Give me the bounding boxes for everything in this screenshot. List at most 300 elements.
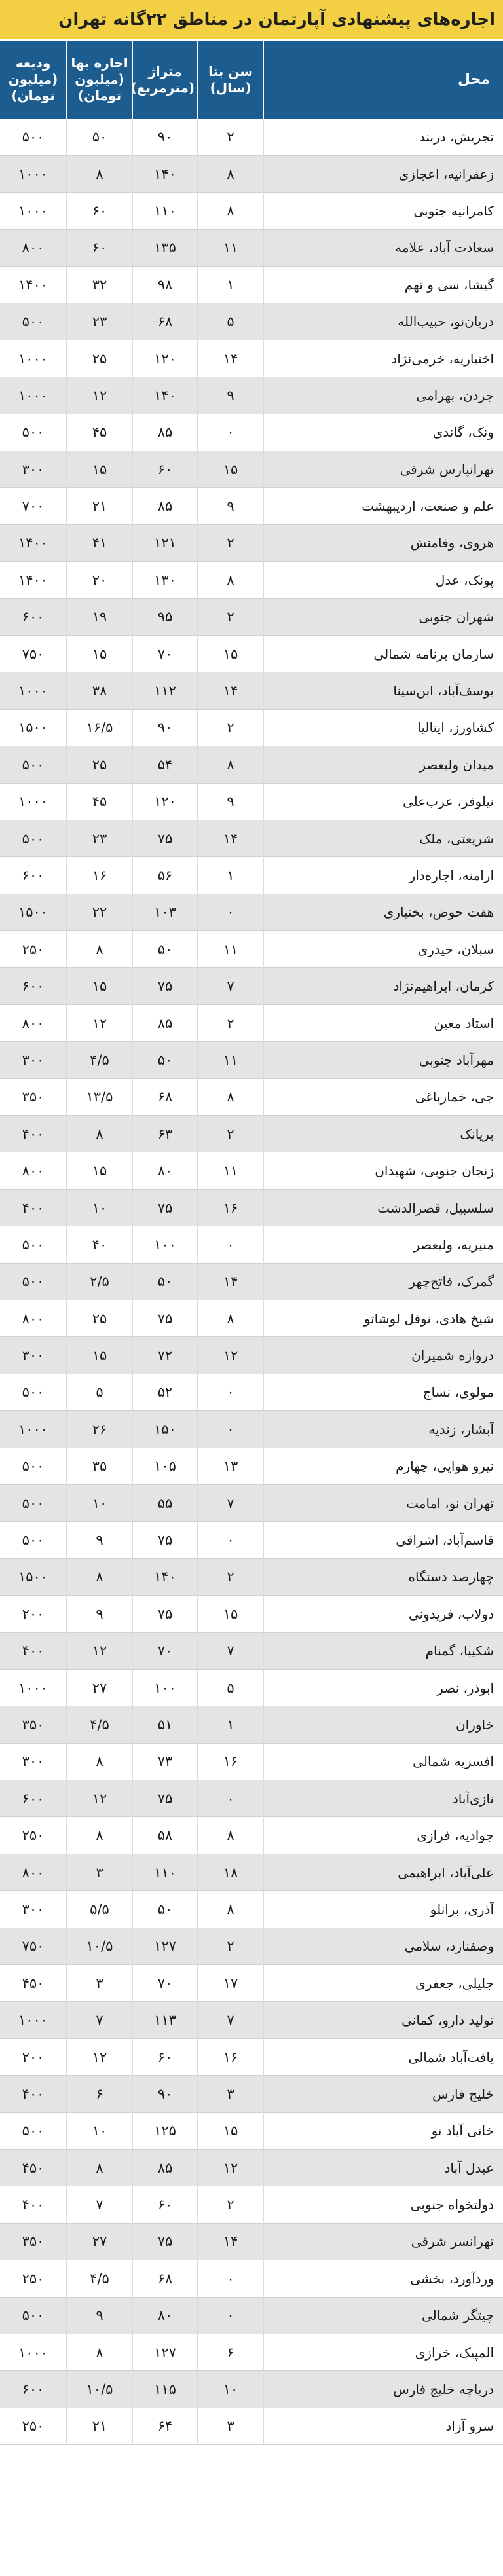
table-row <box>0 968 503 1004</box>
cell-deposit: ۱۵۰۰ <box>0 894 67 930</box>
cell-deposit: ۶۰۰ <box>0 968 67 1004</box>
cell-age: ۰ <box>198 2297 263 2334</box>
cell-deposit: ۶۰۰ <box>0 2371 67 2408</box>
table-row <box>0 2076 503 2112</box>
cell-age: ۰ <box>198 2260 263 2297</box>
cell-area: جی، خمارباغی <box>263 1078 503 1115</box>
cell-area: دروازه شمیران <box>263 1337 503 1374</box>
cell-size: ۶۸ <box>132 303 198 340</box>
table-row <box>0 488 503 524</box>
header-size-label: متراژ (مترمربع) <box>130 63 195 96</box>
cell-area: سلسبیل، قصرالدشت <box>263 1189 503 1226</box>
cell-deposit: ۸۰۰ <box>0 1300 67 1337</box>
cell-rent: ۳ <box>67 1854 132 1890</box>
table-row <box>0 1743 503 1780</box>
table-row <box>0 2002 503 2038</box>
cell-deposit: ۳۰۰ <box>0 1891 67 1928</box>
cell-rent: ۱۰/۵ <box>67 1928 132 1964</box>
cell-rent: ۴۰ <box>67 1226 132 1263</box>
table-row <box>0 1817 503 1854</box>
cell-age: ۹ <box>198 783 263 820</box>
cell-rent: ۱۰ <box>67 1189 132 1226</box>
cell-deposit: ۱۴۰۰ <box>0 267 67 303</box>
cell-age: ۰ <box>198 1411 263 1448</box>
cell-rent: ۵/۵ <box>67 1891 132 1928</box>
header-rent <box>67 41 132 119</box>
cell-deposit: ۴۰۰ <box>0 2076 67 2112</box>
cell-deposit: ۱۰۰۰ <box>0 155 67 192</box>
table-row <box>0 155 503 192</box>
cell-area: کامرانیه جنوبی <box>263 193 503 229</box>
cell-age: ۷ <box>198 2002 263 2038</box>
cell-size: ۱۵۰ <box>132 1411 198 1448</box>
cell-size: ۱۱۵ <box>132 2371 198 2408</box>
cell-area: دریان‌نو، حبیب‌الله <box>263 303 503 340</box>
cell-age: ۵ <box>198 1669 263 1706</box>
cell-rent: ۱۵ <box>67 1152 132 1189</box>
cell-age: ۸ <box>198 155 263 192</box>
cell-size: ۹۰ <box>132 709 198 746</box>
cell-rent: ۲۰ <box>67 562 132 598</box>
title-bar <box>0 0 503 41</box>
cell-rent: ۴۵ <box>67 414 132 451</box>
cell-age: ۹ <box>198 488 263 524</box>
cell-rent: ۹ <box>67 2297 132 2334</box>
cell-rent: ۵۰ <box>67 119 132 155</box>
cell-size: ۱۰۰ <box>132 1669 198 1706</box>
table-row <box>0 2149 503 2186</box>
cell-size: ۷۵ <box>132 1522 198 1558</box>
table-row <box>0 1596 503 1632</box>
cell-deposit: ۵۰۰ <box>0 1484 67 1521</box>
cell-size: ۶۸ <box>132 2260 198 2297</box>
cell-age: ۱۷ <box>198 1965 263 2002</box>
cell-deposit: ۳۵۰ <box>0 1706 67 1743</box>
cell-age: ۰ <box>198 894 263 930</box>
cell-age: ۱۴ <box>198 672 263 709</box>
cell-size: ۷۳ <box>132 1743 198 1780</box>
cell-age: ۸ <box>198 193 263 229</box>
cell-deposit: ۳۰۰ <box>0 1042 67 1078</box>
cell-age: ۸ <box>198 1300 263 1337</box>
table-row <box>0 229 503 266</box>
cell-age: ۸ <box>198 1817 263 1854</box>
header-age-label: سن بنا (سال) <box>208 63 253 96</box>
cell-size: ۷۵ <box>132 2223 198 2260</box>
table-row <box>0 2297 503 2334</box>
cell-area: وردآورد، بخشی <box>263 2260 503 2297</box>
cell-deposit: ۲۵۰ <box>0 2408 67 2444</box>
cell-rent: ۸ <box>67 155 132 192</box>
cell-age: ۲ <box>198 1558 263 1595</box>
cell-rent: ۸ <box>67 1743 132 1780</box>
cell-deposit: ۷۰۰ <box>0 488 67 524</box>
cell-age: ۰ <box>198 414 263 451</box>
cell-rent: ۸ <box>67 2334 132 2370</box>
cell-size: ۷۰ <box>132 635 198 672</box>
cell-age: ۲ <box>198 524 263 561</box>
cell-deposit: ۵۰۰ <box>0 746 67 783</box>
cell-age: ۲ <box>198 598 263 635</box>
cell-deposit: ۱۰۰۰ <box>0 1669 67 1706</box>
cell-area: ارامنه، اجاره‌دار <box>263 857 503 894</box>
cell-area: سبلان، حیدری <box>263 931 503 968</box>
cell-age: ۸ <box>198 1891 263 1928</box>
cell-age: ۷ <box>198 1632 263 1669</box>
cell-rent: ۲۵ <box>67 340 132 377</box>
cell-size: ۱۱۳ <box>132 2002 198 2038</box>
cell-size: ۹۰ <box>132 2076 198 2112</box>
cell-deposit: ۴۰۰ <box>0 1116 67 1152</box>
cell-age: ۱۴ <box>198 1263 263 1300</box>
cell-size: ۸۰ <box>132 1152 198 1189</box>
cell-area: مولوی، نساج <box>263 1374 503 1410</box>
cell-deposit: ۵۰۰ <box>0 1374 67 1410</box>
cell-rent: ۱۵ <box>67 968 132 1004</box>
cell-area: هفت حوض، بختیاری <box>263 894 503 930</box>
cell-deposit: ۶۰۰ <box>0 857 67 894</box>
cell-area: جلیلی، جعفری <box>263 1965 503 2002</box>
table-row <box>0 709 503 746</box>
cell-size: ۸۵ <box>132 1004 198 1041</box>
table-row <box>0 1706 503 1743</box>
cell-rent: ۸ <box>67 1558 132 1595</box>
cell-size: ۶۰ <box>132 451 198 488</box>
cell-deposit: ۱۵۰۰ <box>0 709 67 746</box>
cell-area: خانی آباد نو <box>263 2112 503 2149</box>
table-row <box>0 1042 503 1078</box>
cell-area: علم و صنعت، اردیبهشت <box>263 488 503 524</box>
cell-size: ۵۰ <box>132 1891 198 1928</box>
table-row <box>0 267 503 303</box>
cell-rent: ۲۶ <box>67 1411 132 1448</box>
cell-size: ۶۰ <box>132 2038 198 2075</box>
cell-rent: ۸ <box>67 1817 132 1854</box>
cell-age: ۱۳ <box>198 1448 263 1484</box>
cell-size: ۵۴ <box>132 746 198 783</box>
cell-size: ۵۵ <box>132 1484 198 1521</box>
table-row <box>0 1374 503 1410</box>
cell-area: خاوران <box>263 1706 503 1743</box>
cell-size: ۱۰۳ <box>132 894 198 930</box>
cell-deposit: ۱۰۰۰ <box>0 2002 67 2038</box>
cell-age: ۱۴ <box>198 820 263 856</box>
cell-age: ۱۲ <box>198 2149 263 2186</box>
cell-deposit: ۴۰۰ <box>0 1189 67 1226</box>
table-row <box>0 783 503 820</box>
cell-size: ۱۲۷ <box>132 2334 198 2370</box>
cell-size: ۵۰ <box>132 1042 198 1078</box>
cell-age: ۱۶ <box>198 1743 263 1780</box>
table-row <box>0 1226 503 1263</box>
cell-rent: ۲۵ <box>67 1300 132 1337</box>
page-title: اجاره‌های پیشنهادی آپارتمان در مناطق ۲۲گانه تهران <box>58 9 495 29</box>
cell-size: ۷۰ <box>132 1632 198 1669</box>
cell-rent: ۱۲ <box>67 1004 132 1041</box>
cell-area: علی‌آباد، ابراهیمی <box>263 1854 503 1890</box>
table-row <box>0 894 503 930</box>
cell-age: ۱۴ <box>198 2223 263 2260</box>
cell-age: ۱۵ <box>198 635 263 672</box>
cell-rent: ۳۸ <box>67 672 132 709</box>
cell-age: ۱۲ <box>198 1337 263 1374</box>
cell-rent: ۸ <box>67 931 132 968</box>
cell-rent: ۲۳ <box>67 303 132 340</box>
cell-size: ۶۰ <box>132 2186 198 2223</box>
cell-area: دولاب، فریدونی <box>263 1596 503 1632</box>
cell-deposit: ۴۵۰ <box>0 1965 67 2002</box>
cell-age: ۲ <box>198 2186 263 2223</box>
cell-rent: ۷ <box>67 2002 132 2038</box>
table-row <box>0 2223 503 2260</box>
cell-area: دریاچه خلیج فارس <box>263 2371 503 2408</box>
cell-deposit: ۸۰۰ <box>0 229 67 266</box>
cell-area: شیخ هادی، نوفل لوشاتو <box>263 1300 503 1337</box>
cell-rent: ۱۲ <box>67 1632 132 1669</box>
cell-rent: ۲۷ <box>67 2223 132 2260</box>
cell-rent: ۴۵ <box>67 783 132 820</box>
cell-size: ۹۸ <box>132 267 198 303</box>
table-row <box>0 1928 503 1964</box>
cell-area: کشاورز، ایتالیا <box>263 709 503 746</box>
cell-age: ۱ <box>198 1706 263 1743</box>
cell-age: ۱۵ <box>198 451 263 488</box>
cell-deposit: ۴۰۰ <box>0 1632 67 1669</box>
cell-deposit: ۲۵۰ <box>0 931 67 968</box>
cell-deposit: ۲۵۰ <box>0 1817 67 1854</box>
cell-deposit: ۵۰۰ <box>0 303 67 340</box>
cell-area: نیلوفر، عرب‌علی <box>263 783 503 820</box>
table-row <box>0 2112 503 2149</box>
cell-rent: ۲۵ <box>67 746 132 783</box>
cell-size: ۷۵ <box>132 1189 198 1226</box>
cell-deposit: ۱۵۰۰ <box>0 1558 67 1595</box>
table-row <box>0 377 503 414</box>
cell-age: ۸ <box>198 562 263 598</box>
table-row <box>0 1004 503 1041</box>
cell-size: ۷۲ <box>132 1337 198 1374</box>
cell-area: نازی‌آباد <box>263 1780 503 1817</box>
cell-age: ۲ <box>198 1116 263 1152</box>
cell-area: زنجان جنوبی، شهیدان <box>263 1152 503 1189</box>
cell-size: ۱۱۰ <box>132 193 198 229</box>
cell-rent: ۲۷ <box>67 1669 132 1706</box>
header-size <box>132 41 198 119</box>
cell-rent: ۱۹ <box>67 598 132 635</box>
cell-age: ۱۱ <box>198 229 263 266</box>
cell-area: گمرک، فاتح‌چهر <box>263 1263 503 1300</box>
cell-size: ۱۲۰ <box>132 783 198 820</box>
table-row <box>0 1522 503 1558</box>
cell-rent: ۶ <box>67 2076 132 2112</box>
cell-area: المپیک، خرازی <box>263 2334 503 2370</box>
table-row <box>0 414 503 451</box>
cell-area: آذری، برانلو <box>263 1891 503 1928</box>
table-row <box>0 451 503 488</box>
table-row <box>0 1152 503 1189</box>
table-row <box>0 931 503 968</box>
header-age <box>198 41 263 119</box>
cell-rent: ۱۲ <box>67 2038 132 2075</box>
cell-deposit: ۵۰۰ <box>0 2112 67 2149</box>
header-row <box>0 41 503 119</box>
table-header <box>0 41 503 119</box>
table-row <box>0 1669 503 1706</box>
cell-deposit: ۱۰۰۰ <box>0 340 67 377</box>
cell-size: ۷۰ <box>132 1965 198 2002</box>
cell-area: استاد معین <box>263 1004 503 1041</box>
cell-size: ۶۳ <box>132 1116 198 1152</box>
table-row <box>0 2371 503 2408</box>
table-row <box>0 1891 503 1928</box>
cell-area: پونک، عدل <box>263 562 503 598</box>
cell-area: زعفرانیه، اعجازی <box>263 155 503 192</box>
table-row <box>0 562 503 598</box>
table-row <box>0 1965 503 2002</box>
cell-deposit: ۸۰۰ <box>0 1854 67 1890</box>
cell-size: ۸۵ <box>132 2149 198 2186</box>
cell-size: ۵۸ <box>132 1817 198 1854</box>
cell-area: دولتخواه جنوبی <box>263 2186 503 2223</box>
cell-area: اختیاریه، خرمی‌نژاد <box>263 340 503 377</box>
cell-deposit: ۱۰۰۰ <box>0 783 67 820</box>
cell-size: ۱۳۰ <box>132 562 198 598</box>
table-row <box>0 119 503 155</box>
table-row <box>0 2260 503 2297</box>
cell-area: مهرآباد جنوبی <box>263 1042 503 1078</box>
cell-age: ۲ <box>198 119 263 155</box>
cell-rent: ۳ <box>67 1965 132 2002</box>
cell-size: ۸۰ <box>132 2297 198 2334</box>
cell-rent: ۴۱ <box>67 524 132 561</box>
cell-area: چیتگر شمالی <box>263 2297 503 2334</box>
cell-area: چهارصد دستگاه <box>263 1558 503 1595</box>
cell-area: گیشا، سی و تهم <box>263 267 503 303</box>
cell-rent: ۱۲ <box>67 1780 132 1817</box>
cell-area: ابوذر، نصر <box>263 1669 503 1706</box>
table-row <box>0 1632 503 1669</box>
cell-age: ۱۰ <box>198 2371 263 2408</box>
table-row <box>0 1558 503 1595</box>
cell-deposit: ۱۰۰۰ <box>0 2334 67 2370</box>
cell-size: ۸۵ <box>132 414 198 451</box>
table-row <box>0 1411 503 1448</box>
header-area-label: محل <box>457 71 490 88</box>
cell-deposit: ۳۰۰ <box>0 1743 67 1780</box>
cell-rent: ۱۵ <box>67 635 132 672</box>
cell-deposit: ۲۵۰ <box>0 2260 67 2297</box>
cell-area: قاسم‌آباد، اشراقی <box>263 1522 503 1558</box>
table-row <box>0 746 503 783</box>
cell-size: ۱۲۱ <box>132 524 198 561</box>
cell-age: ۱ <box>198 857 263 894</box>
cell-deposit: ۵۰۰ <box>0 119 67 155</box>
table-row <box>0 672 503 709</box>
cell-size: ۶۴ <box>132 2408 198 2444</box>
cell-deposit: ۵۰۰ <box>0 1263 67 1300</box>
cell-size: ۱۰۰ <box>132 1226 198 1263</box>
cell-age: ۸ <box>198 746 263 783</box>
cell-deposit: ۵۰۰ <box>0 1522 67 1558</box>
cell-deposit: ۱۰۰۰ <box>0 1411 67 1448</box>
cell-deposit: ۸۰۰ <box>0 1152 67 1189</box>
cell-size: ۵۰ <box>132 931 198 968</box>
cell-size: ۱۱۲ <box>132 672 198 709</box>
table-row <box>0 2186 503 2223</box>
cell-deposit: ۵۰۰ <box>0 1448 67 1484</box>
header-deposit-label: ودیعه (میلیون تومان) <box>8 55 58 103</box>
cell-deposit: ۳۰۰ <box>0 451 67 488</box>
cell-size: ۵۲ <box>132 1374 198 1410</box>
cell-size: ۶۸ <box>132 1078 198 1115</box>
table-row <box>0 193 503 229</box>
table-row <box>0 2038 503 2075</box>
cell-rent: ۴/۵ <box>67 1706 132 1743</box>
cell-age: ۳ <box>198 2408 263 2444</box>
cell-size: ۹۰ <box>132 119 198 155</box>
table-row <box>0 1337 503 1374</box>
table-row <box>0 1448 503 1484</box>
table-row <box>0 524 503 561</box>
cell-age: ۱۱ <box>198 1042 263 1078</box>
cell-rent: ۱۰ <box>67 1484 132 1521</box>
cell-area: شهران جنوبی <box>263 598 503 635</box>
cell-area: عبدل آباد <box>263 2149 503 2186</box>
table-row <box>0 1263 503 1300</box>
cell-size: ۵۱ <box>132 1706 198 1743</box>
cell-deposit: ۴۵۰ <box>0 2149 67 2186</box>
cell-area: آبشار، زندیه <box>263 1411 503 1448</box>
cell-size: ۹۵ <box>132 598 198 635</box>
header-rent-label: اجاره بها (میلیون تومان) <box>71 55 128 103</box>
cell-size: ۱۰۵ <box>132 1448 198 1484</box>
cell-age: ۵ <box>198 303 263 340</box>
cell-rent: ۳۲ <box>67 267 132 303</box>
cell-size: ۸۵ <box>132 488 198 524</box>
header-deposit <box>0 41 67 119</box>
cell-area: افسریه شمالی <box>263 1743 503 1780</box>
cell-rent: ۳۵ <box>67 1448 132 1484</box>
cell-area: سعادت آباد، علامه <box>263 229 503 266</box>
cell-area: هروی، وفامنش <box>263 524 503 561</box>
cell-area: کرمان، ابراهیم‌نژاد <box>263 968 503 1004</box>
cell-area: ونک، گاندی <box>263 414 503 451</box>
cell-size: ۷۵ <box>132 1780 198 1817</box>
cell-deposit: ۲۰۰ <box>0 2038 67 2075</box>
table-row <box>0 857 503 894</box>
cell-deposit: ۵۰۰ <box>0 820 67 856</box>
cell-area: یوسف‌آباد، ابن‌سینا <box>263 672 503 709</box>
table-row <box>0 2334 503 2370</box>
cell-area: تهران نو، امامت <box>263 1484 503 1521</box>
cell-deposit: ۵۰۰ <box>0 2297 67 2334</box>
cell-area: میدان ولیعصر <box>263 746 503 783</box>
cell-area: یافت‌آباد شمالی <box>263 2038 503 2075</box>
cell-rent: ۹ <box>67 1522 132 1558</box>
cell-age: ۱۸ <box>198 1854 263 1890</box>
rent-table <box>0 41 503 2445</box>
cell-rent: ۱۰/۵ <box>67 2371 132 2408</box>
cell-area: جوادیه، فرازی <box>263 1817 503 1854</box>
cell-rent: ۸ <box>67 2149 132 2186</box>
cell-deposit: ۱۰۰۰ <box>0 672 67 709</box>
cell-area: تهرانپارس شرقی <box>263 451 503 488</box>
cell-deposit: ۵۰۰ <box>0 1226 67 1263</box>
cell-deposit: ۳۵۰ <box>0 1078 67 1115</box>
cell-rent: ۷ <box>67 2186 132 2223</box>
cell-deposit: ۴۰۰ <box>0 2186 67 2223</box>
cell-rent: ۱۲ <box>67 377 132 414</box>
